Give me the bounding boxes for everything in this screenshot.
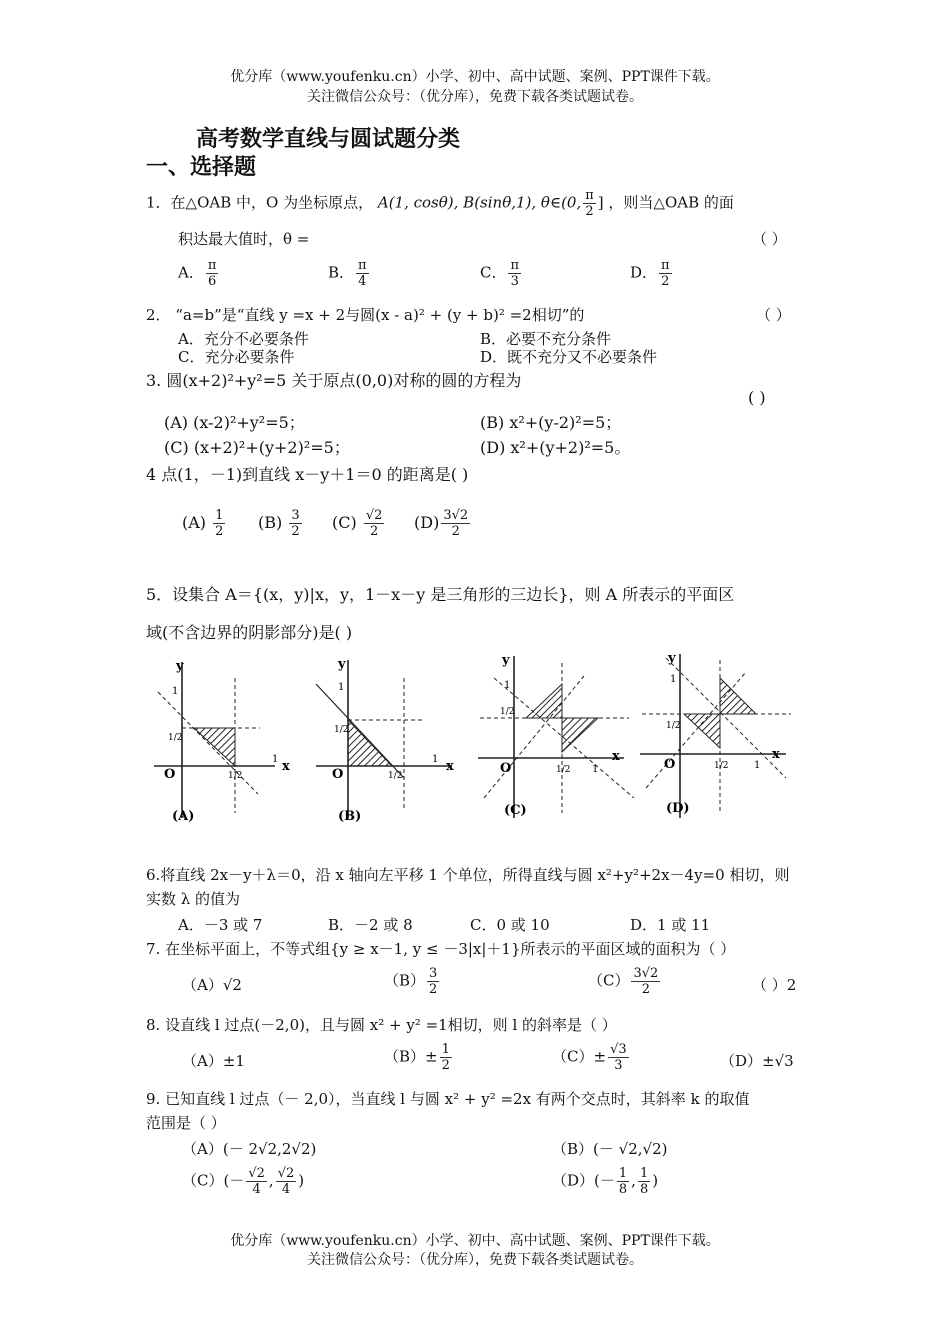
x-one-label: 1 <box>272 754 279 765</box>
q1-option-d: D． $\frac{\pi}{2}$ <box>630 258 670 289</box>
q1-option-b: B． $\frac{\pi}{4}$ <box>328 258 367 289</box>
q3-option-c: (C) (x+2)²+(y+2)²=5； <box>164 438 350 457</box>
q9-option-d: （D）(－ $\frac{1}{8}$ , $\frac{1}{8}$ ) <box>552 1166 659 1197</box>
x-label: x <box>612 749 620 764</box>
q4-option-d: (D) $\frac{3√2}{2}$ <box>414 508 469 539</box>
q7-text: 7. 在坐标平面上，不等式组{y ≥ x－1, y ≤ －3|x|＋1}所表示的平面区域的面积为（ ） <box>146 940 736 958</box>
x-half-label: 1/2 <box>388 771 403 781</box>
y-half-label: 1/2 <box>500 707 515 717</box>
q1-line-2: 积达最大值时，θ = <box>178 230 310 248</box>
q2-text: 2． “a=b”是“直线 y =x + 2与圆(x - a)² + (y + b)² =2相切”的 <box>146 306 585 324</box>
q8-option-b: （B）± $\frac{1}{2}$ <box>384 1042 450 1073</box>
y-label: y <box>502 653 510 668</box>
q5-graph-b <box>312 648 482 828</box>
graph-caption: (B) <box>338 809 362 824</box>
q8-option-c: （C）± $\frac{√3}{3}$ <box>552 1042 627 1073</box>
q2-option-d: D．既不充分又不必要条件 <box>480 348 658 366</box>
x-one-label: 1 <box>754 760 761 771</box>
q8-option-a: （A）±1 <box>182 1052 245 1070</box>
header-line-2: 关注微信公众号：（优分库），免费下载各类试题试卷。 <box>307 89 643 105</box>
section-heading: 一、选择题 <box>146 154 257 180</box>
q8-option-d: （D）±√3 <box>720 1052 794 1070</box>
q7-option-b: （B） $\frac{3}{2}$ <box>384 966 438 997</box>
origin-label: O <box>332 767 344 782</box>
q1-line-1 <box>146 188 734 219</box>
q1-answer-paren: （ ） <box>752 230 787 248</box>
q1-formula: A(1, cosθ), B(sinθ,1), θ∈(0, <box>377 193 582 212</box>
y-one-label: 1 <box>670 674 677 685</box>
y-one-label: 1 <box>338 682 345 693</box>
shaded-region <box>526 684 562 718</box>
q6-option-a: A．－3 或 7 <box>178 916 263 934</box>
x-label: x <box>446 759 454 774</box>
origin-label: O <box>664 757 676 772</box>
q7-option-a: （A）√2 <box>182 976 242 994</box>
shaded-region <box>720 678 756 714</box>
x-label: x <box>772 747 780 762</box>
y-one-label: 1 <box>504 680 511 691</box>
q1-formula-frac: $\frac{\pi}{2}$ <box>585 188 594 219</box>
x-label: x <box>282 759 290 774</box>
q3-answer-paren: ( ) <box>748 388 766 407</box>
shaded-region <box>194 728 235 766</box>
shaded-region <box>562 718 598 752</box>
y-label: y <box>176 659 184 674</box>
q2-option-b: B．必要不充分条件 <box>480 330 612 348</box>
origin-label: O <box>500 761 512 776</box>
q3-option-a: (A) (x-2)²+y²=5； <box>164 413 305 432</box>
q9-option-c: （C）(－ $\frac{√2}{4}$ , $\frac{√2}{4}$ ) <box>182 1166 305 1197</box>
q5-graph-a <box>150 648 320 828</box>
q3-text: 3. 圆(x+2)²+y²=5 关于原点(0,0)对称的圆的方程为 <box>146 371 522 390</box>
q1-option-c: C． $\frac{\pi}{3}$ <box>480 258 520 289</box>
q6-text-b: 实数 λ 的值为 <box>146 890 241 908</box>
q6-text-a: 6.将直线 2x－y＋λ＝0，沿 x 轴向左平移 1 个单位，所得直线与圆 x²+y²+2x－4y=0 相切，则 <box>146 866 790 884</box>
q4-option-a: (A) $\frac{1}{2}$ <box>182 508 224 539</box>
header-line-1: 优分库（www.youfenku.cn）小学、初中、高中试题、案例、PPT课件下载。 <box>230 69 720 85</box>
dashed-line <box>666 658 786 778</box>
x-half-label: 1/2 <box>228 771 243 781</box>
y-one-label: 1 <box>172 686 179 697</box>
q9-option-b: （B）(－ √2,√2) <box>552 1140 668 1158</box>
q1-option-a: A． $\frac{\pi}{6}$ <box>178 258 217 289</box>
q5-text-a: 5．设集合 A＝{(x，y)|x，y，1－x－y 是三角形的三边长}，则 A 所表示的平面区 <box>146 585 735 604</box>
q3-option-b: (B) x²+(y-2)²=5； <box>480 413 622 432</box>
q3-option-d: (D) x²+(y+2)²=5。 <box>480 438 631 457</box>
q9-option-a: （A）(－ 2√2,2√2) <box>182 1140 317 1158</box>
q2-option-a: A．充分不必要条件 <box>178 330 309 348</box>
y-half-label: 1/2 <box>168 733 183 743</box>
x-one-label: 1 <box>432 754 439 765</box>
q6-option-c: C．0 或 10 <box>470 916 550 934</box>
q4-text: 4 点(1，－1)到直线 x－y＋1＝0 的距离是( ) <box>146 465 469 484</box>
y-half-label: 1/2 <box>666 721 681 731</box>
q7-option-c: （C） $\frac{3√2}{2}$ <box>588 966 659 997</box>
y-label: y <box>668 651 676 666</box>
graph-caption: (A) <box>172 809 195 824</box>
page-title: 高考数学直线与圆试题分类 <box>196 126 461 152</box>
y-half-label: 1/2 <box>334 725 349 735</box>
q7-option-d: （ ）2 <box>752 976 797 994</box>
q9-text-a: 9. 已知直线 l 过点（－ 2,0），当直线 l 与圆 x² + y² =2x 有两个交点时，其斜率 k 的取值 <box>146 1090 750 1108</box>
y-label: y <box>338 657 346 672</box>
shaded-region <box>684 714 720 748</box>
q5-graph-c <box>474 648 644 828</box>
shaded-region <box>348 720 392 766</box>
graph-caption: (D) <box>666 801 690 816</box>
origin-label: O <box>164 767 176 782</box>
q9-text-b: 范围是（ ） <box>146 1114 226 1132</box>
footer-line-1: 优分库（www.youfenku.cn）小学、初中、高中试题、案例、PPT课件下载。 <box>230 1233 720 1249</box>
q1-text-b: ，则当△OAB 的面 <box>608 193 734 212</box>
q2-answer-paren: （ ） <box>756 306 791 324</box>
q4-option-b: (B) $\frac{3}{2}$ <box>258 508 300 539</box>
x-half-label: 1/2 <box>556 765 571 775</box>
q1-formula-end: ] <box>597 193 604 212</box>
footer-line-2: 关注微信公众号：（优分库），免费下载各类试题试卷。 <box>307 1252 643 1268</box>
q2-option-c: C．充分必要条件 <box>178 348 295 366</box>
q8-text: 8. 设直线 l 过点(－2,0)，且与圆 x² + y² =1相切，则 l 的斜率是（ ） <box>146 1016 617 1034</box>
x-one-label: 1 <box>592 764 599 775</box>
graph-caption: (C) <box>504 803 527 818</box>
q1-text-a: 1．在△OAB 中，O 为坐标原点， <box>146 193 374 212</box>
q6-option-b: B．－2 或 8 <box>328 916 413 934</box>
x-half-label: 1/2 <box>714 761 729 771</box>
q5-graph-d <box>636 648 806 828</box>
q6-option-d: D．1 或 11 <box>630 916 711 934</box>
q5-text-b: 域(不含边界的阴影部分)是( ) <box>146 623 353 642</box>
q4-option-c: (C) $\frac{√2}{2}$ <box>332 508 383 539</box>
